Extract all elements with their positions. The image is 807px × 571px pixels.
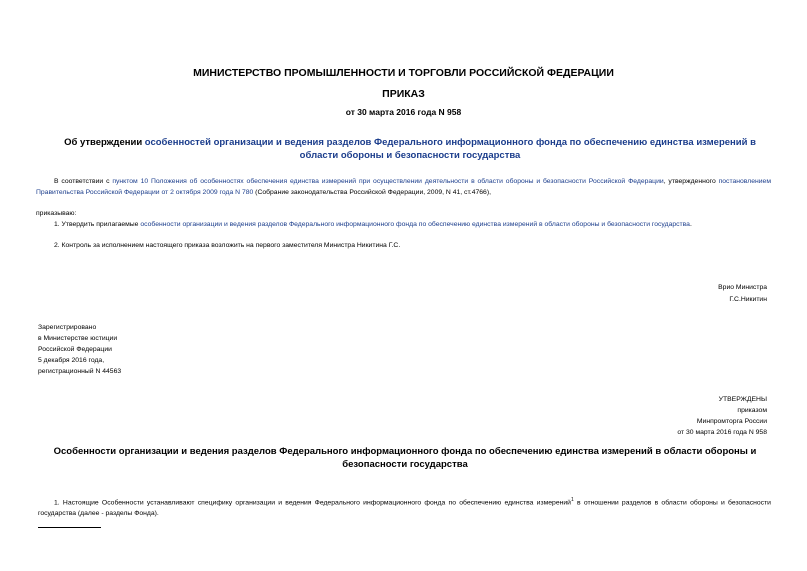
approval-line: УТВЕРЖДЕНЫ xyxy=(718,396,767,403)
registration-line: Российской Федерации xyxy=(38,346,112,353)
preamble-text-1: В соответствии с xyxy=(54,178,113,185)
order-date: от 30 марта 2016 года N 958 xyxy=(345,107,462,117)
preamble-text-3: (Собрание законодательства Российской Федерации, 2009, N 41, ст.4766), xyxy=(253,189,491,196)
order-heading: ПРИКАЗ xyxy=(382,88,425,100)
approval-line: приказом xyxy=(737,407,767,414)
approval-line: Минпромторга России xyxy=(696,418,767,425)
ministry-heading: МИНИСТЕРСТВО ПРОМЫШЛЕННОСТИ И ТОРГОВЛИ РОССИЙСКОЙ ФЕДЕРАЦИИ xyxy=(193,67,614,79)
registration-line: Зарегистрировано xyxy=(38,324,97,331)
signature-name: Г.С.Никитин xyxy=(729,296,767,303)
order-verb: приказываю: xyxy=(36,210,77,217)
item-1-end: . xyxy=(689,221,692,228)
approval-block xyxy=(677,394,767,438)
section-p1-text-1: 1. Настоящие Особенности устанавливают специфику организации и ведения Федерального информационного фонда по обеспечению единства измерений xyxy=(54,499,571,507)
preamble-paragraph xyxy=(36,176,771,198)
registration-line: регистрационный N 44563 xyxy=(38,368,122,375)
title-prefix: Об утверждении xyxy=(64,137,145,148)
section-title: Особенности организации и ведения разделов Федерального информационного фонда по обеспечению единства измерений в области обороны и безопасности государства xyxy=(53,446,757,470)
document-title xyxy=(45,136,775,162)
features-link[interactable]: особенности организации и ведения разделов Федерального информационного фонда по обеспечению единства измерений в области обороны и безопасности государства xyxy=(140,221,690,228)
registration-line: 5 декабря 2016 года, xyxy=(38,357,105,364)
footnote-divider xyxy=(38,527,101,528)
registration-block xyxy=(38,322,121,377)
item-1-text: 1. Утвердить прилагаемые xyxy=(54,221,141,228)
resolution-link[interactable]: постановлением Правительства Российской Федерации от 2 октября 2009 года N 780 xyxy=(36,178,772,196)
regulation-link[interactable]: пунктом 10 Положения об особенностях обеспечения единства измерений при осуществлении деятельности в области обороны и безопасности Российской Федерации xyxy=(112,178,664,185)
section-paragraph-1 xyxy=(38,495,771,519)
order-item-2: 2. Контроль за исполнением настоящего приказа возложить на первого заместителя Министра Никитина Г.С. xyxy=(54,242,401,249)
approval-line: от 30 марта 2016 года N 958 xyxy=(677,429,767,436)
registration-line: в Министерстве юстиции xyxy=(38,335,118,342)
section-p1-text-2: в отношении разделов в области обороны и безопасности государства (далее - разделы Фонда). xyxy=(38,499,771,518)
preamble-text-2: , утвержденного xyxy=(663,178,719,185)
footnote-marker[interactable]: 1 xyxy=(570,497,574,503)
title-link[interactable]: особенностей организации и ведения разделов Федерального информационного фонда по обеспечению единства измерений в области обороны и безопасности государства xyxy=(144,137,756,161)
signature-position: Врио Министра xyxy=(718,284,767,291)
order-item-1 xyxy=(54,219,692,230)
